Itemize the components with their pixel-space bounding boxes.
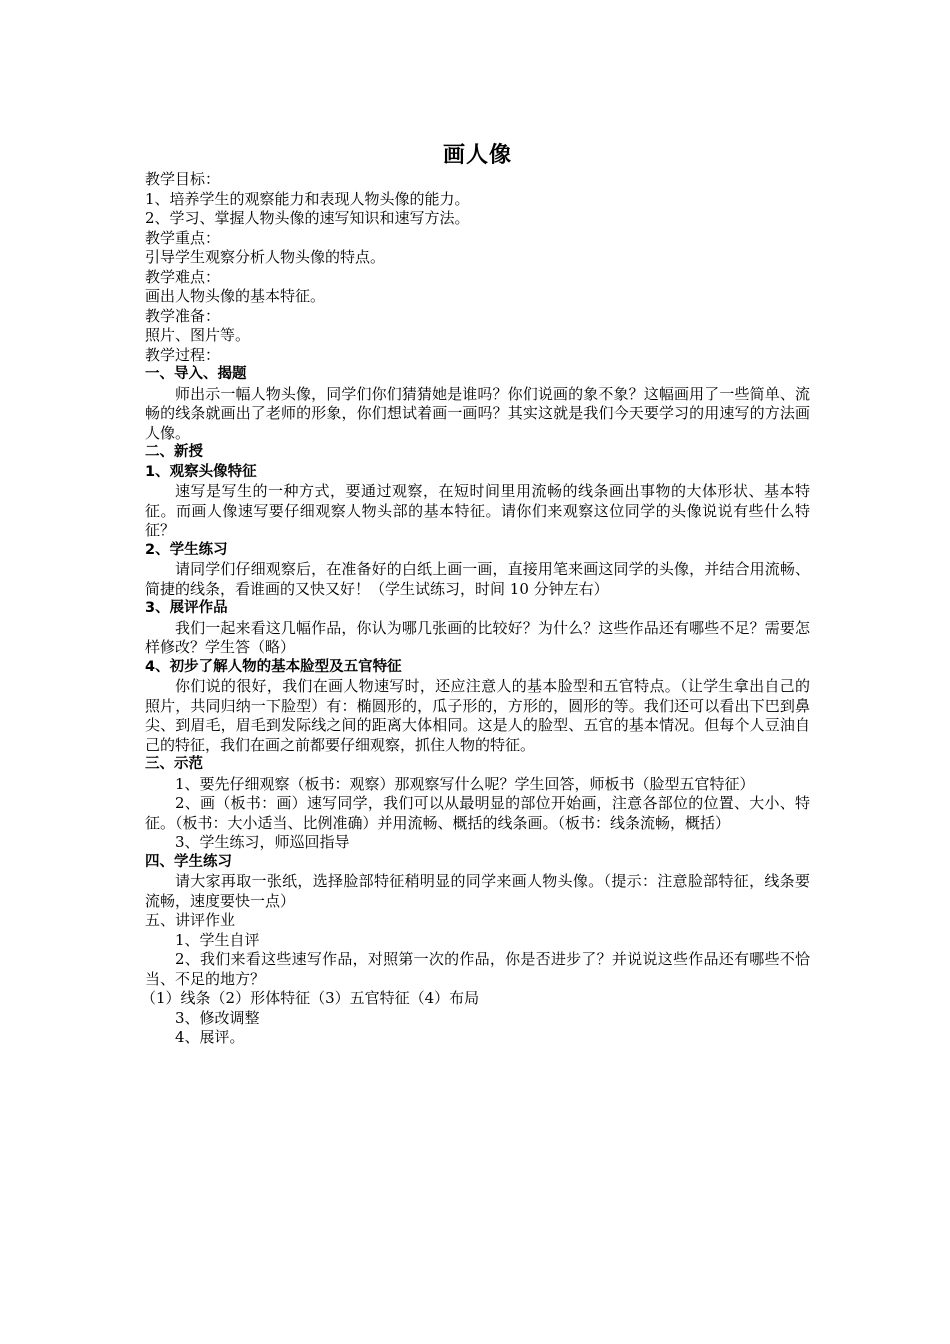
section3-item: 2、画（板书：画）速写同学，我们可以从最明显的部位开始画，注意各部位的位置、大小、特征。（板书：大小适当、比例准确）并用流畅、概括的线条画。（板书：线条流畅，概括） [145, 794, 810, 832]
key-point-label: 教学重点： [145, 228, 221, 247]
section2-part1-heading: 1、观察头像特征 [145, 463, 257, 480]
document-body [141, 170, 810, 1048]
difficulty-text: 画出人物头像的基本特征。 [145, 287, 326, 305]
section2-part4-heading: 4、初步了解人物的基本脸型及五官特征 [145, 658, 402, 675]
section5-item: 3、修改调整 [175, 1008, 260, 1027]
preparation-label: 教学准备： [145, 306, 221, 325]
section5-item: 4、展评。 [175, 1028, 245, 1046]
section3-item: 1、要先仔细观察（板书：观察）那观察写什么呢？学生回答，师板书（脸型五官特征） [175, 774, 755, 793]
section3-item: 3、学生练习，师巡回指导 [175, 833, 350, 851]
section5-item: 2、我们来看这些速写作品，对照第一次的作品，你是否进步了？并说说这些作品还有哪些不恰当、不足的地方？ [145, 950, 810, 988]
section5-item: 1、学生自评 [175, 930, 260, 949]
section1-heading: 一、导入、揭题 [145, 366, 247, 382]
section4-heading: 四、学生练习 [145, 853, 232, 870]
section3-heading: 三、示范 [145, 756, 203, 772]
section2-part4-text: 你们说的很好，我们在画人物速写时，还应注意人的基本脸型和五官特点。（让学生拿出自己的照片，共同归纳一下脸型）有：椭圆形的，瓜子形的，方形的，圆形的等。我们还可以看出下巴到鼻尖、到眉毛，眉毛到发际线之间的距离大体相同。这是人的脸型、五官的基本情况。但每个人豆油自己的特征，我们在画之前都要仔细观察，抓住人物的特征。 [145, 677, 810, 754]
objectives-label: 教学目标： [145, 170, 221, 188]
objective-item: 2、学习、掌握人物头像的速写知识和速写方法。 [145, 209, 470, 227]
section2-heading: 二、新授 [145, 444, 203, 460]
page-title: 画人像 [442, 143, 512, 168]
section4-text: 请大家再取一张纸，选择脸部特征稍明显的同学来画人物头像。（提示：注意脸部特征，线条要流畅，速度要快一点） [145, 872, 810, 910]
objective-item: 1、培养学生的观察能力和表现人物头像的能力。 [145, 189, 470, 208]
section1-text: 师出示一幅人物头像，同学们你们猜猜她是谁吗？你们说画的象不象？这幅画用了一些简单、流畅的线条就画出了老师的形象，你们想试着画一画吗？其实这就是我们今天要学习的用速写的方法画人像。 [145, 384, 810, 442]
section2-part1-text: 速写是写生的一种方式，要通过观察，在短时间里用流畅的线条画出事物的大体形状、基本特征。而画人像速写要仔细观察人物头部的基本特征。请你们来观察这位同学的头像说说有些什么特征？ [145, 482, 810, 539]
section2-part3-text: 我们一起来看这几幅作品，你认为哪几张画的比较好？为什么？这些作品还有哪些不足？需要怎样修改？学生答（略） [145, 618, 810, 656]
key-point-text: 引导学生观察分析人物头像的特点。 [145, 248, 386, 266]
section2-part2-heading: 2、学生练习 [145, 541, 228, 558]
difficulty-label: 教学难点： [145, 267, 221, 286]
process-label: 教学过程： [145, 345, 221, 364]
section5-criteria: （1）线条（2）形体特征（3）五官特征（4）布局 [141, 989, 480, 1007]
section2-part3-heading: 3、展评作品 [145, 600, 228, 616]
section5-heading: 五、讲评作业 [145, 911, 236, 929]
section2-part2-text: 请同学们仔细观察后，在准备好的白纸上画一画，直接用笔来画这同学的头像，并结合用流畅、简捷的线条，看谁画的又快又好！（学生试练习，时间 10 分钟左右） [145, 560, 810, 598]
preparation-text: 照片、图片等。 [145, 326, 251, 344]
